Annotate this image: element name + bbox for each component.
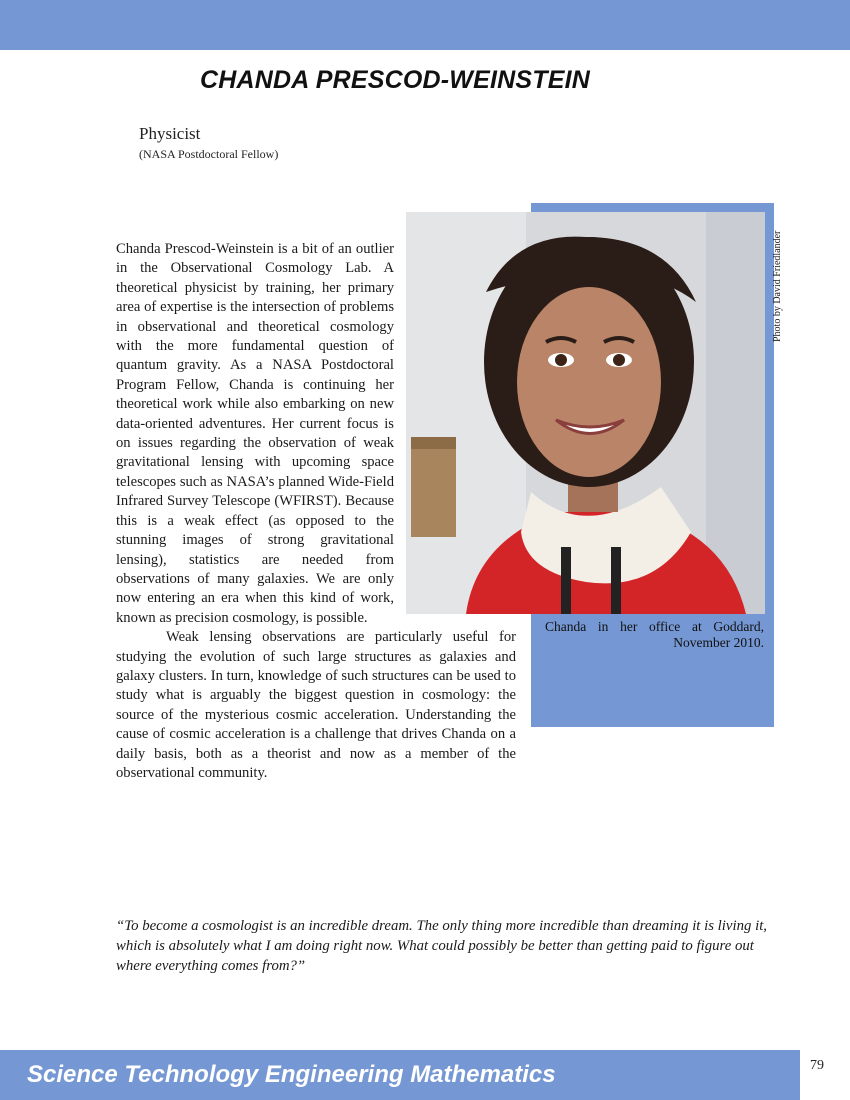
photo-caption: Chanda in her office at Goddard, November 2010. — [545, 619, 764, 650]
body-paragraph-2: Weak lensing observations are particularly useful for studying the evolution of such large structures as galaxies and galaxy clusters. In turn, knowledge of such structures can be used to study what is arguably the biggest question in cosmology: the source of the mysterious cosmic acceleration. Understanding the cause of cosmic acceleration is a challenge that drives Chanda on a daily basis, both as a theorist and now as a member of the observational community. — [116, 629, 516, 781]
footer-banner-text: Science Technology Engineering Mathematics — [27, 1061, 556, 1088]
profile-role-detail: (NASA Postdoctoral Fellow) — [139, 147, 279, 161]
article-body — [116, 240, 516, 783]
body-paragraph-1: Chanda Prescod-Weinstein is a bit of an outlier in the Observational Cosmology Lab. A theoretical physicist by training, her primary area of expertise is the intersection of problems in observational and theoretical cosmology with the more fundamental question of quantum gravity. As a NASA Postdoctoral Program Fellow, Chanda is continuing her theoretical work while also embarking on new data-oriented adventures. Her current focus is on issues regarding the observation of weak gravitational lensing with upcoming space telescopes such as NASA’s planned Wide-Field Infrared Survey Telescope (WFIRST). Because this is a weak effect (as opposed to the stunning images of strong gravitational lensing), statistics are needed from observations of many galaxies. We are only now entering an era when this kind of work, known as precision cosmology, is possible. — [116, 241, 394, 626]
photo-wrap-spacer — [394, 240, 516, 620]
header-band — [0, 0, 850, 50]
profile-role: Physicist — [139, 124, 201, 143]
pull-quote: “To become a cosmologist is an incredible dream. The only thing more incredible than dreaming it is living it, which is absolutely what I am doing right now. What could possibly be better than getting paid to figure out where everything comes from?” — [116, 918, 768, 974]
photo-credit: Photo by David Friedlander — [772, 230, 783, 342]
page-number: 79 — [810, 1058, 824, 1073]
page-title: CHANDA PRESCOD-WEINSTEIN — [200, 66, 590, 94]
